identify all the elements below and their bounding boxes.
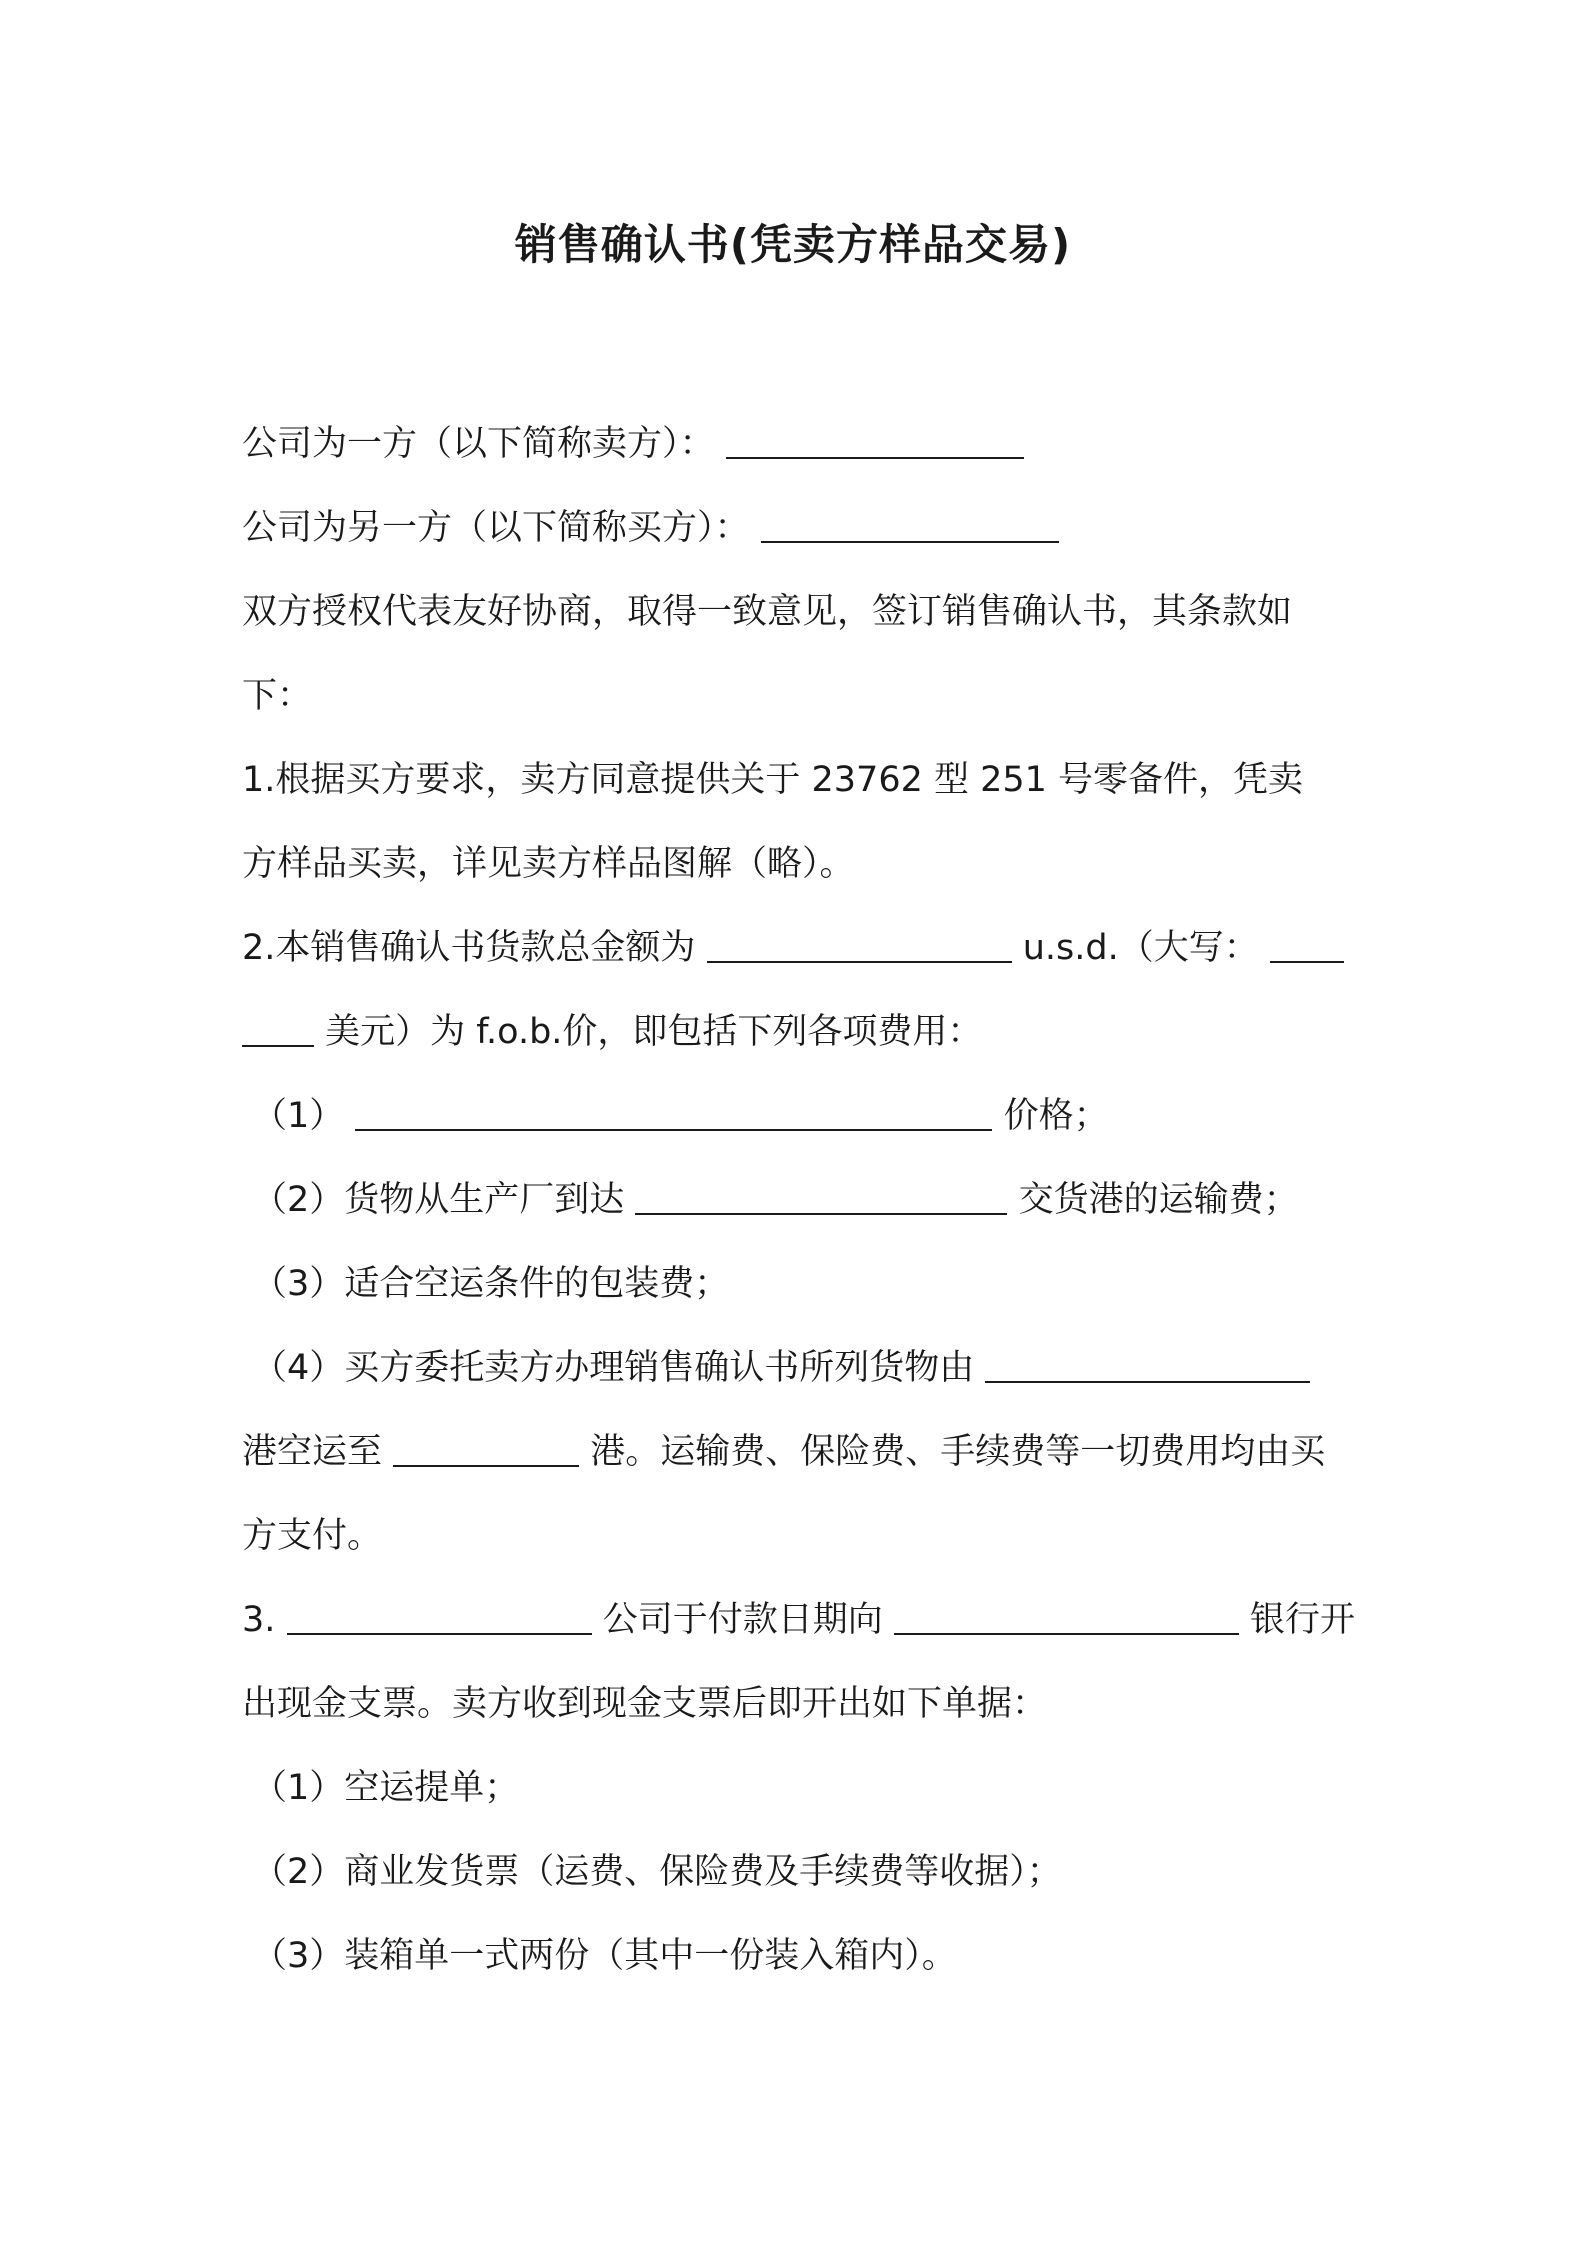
fee-item-4-text-c: 港。运输费、保险费、手续费等一切费用均由买 (590, 1432, 1326, 1472)
fee-item-1-number: （1） (252, 1096, 345, 1136)
total-amount-blank[interactable] (707, 931, 1012, 963)
fee-item-4-text-d: 方支付。 (242, 1516, 383, 1556)
intro-text-2: 下： (242, 676, 313, 716)
document-item-3-text: （3）装箱单一式两份（其中一份装入箱内）。 (252, 1936, 957, 1976)
fee-item-3 (242, 1242, 1352, 1326)
intro-text-1: 双方授权代表友好协商，取得一致意见，签订销售确认书，其条款如 (242, 592, 1293, 632)
buyer-party-label: 公司为另一方（以下简称买方）： (242, 508, 750, 548)
seller-name-blank[interactable] (726, 427, 1024, 459)
fee-item-1-tail: 价格； (1003, 1096, 1109, 1136)
clause2-line-1 (242, 906, 1352, 990)
amount-in-words-blank-1[interactable] (1270, 931, 1344, 963)
clause2-line-2 (242, 990, 1352, 1074)
clause2-amount-label: 2.本销售确认书货款总金额为 (242, 928, 696, 968)
price-blank[interactable] (355, 1099, 992, 1131)
fee-item-3-text: （3）适合空运条件的包装费； (252, 1264, 730, 1304)
clause3-text-c: 出现金支票。卖方收到现金支票后即开出如下单据： (242, 1684, 1048, 1724)
seller-party-line (242, 402, 1352, 486)
clause3-line-2 (242, 1662, 1352, 1746)
clause1-line-2 (242, 822, 1352, 906)
clause3-line-1 (242, 1578, 1355, 1662)
clause2-fob-text: 美元）为 f.o.b.价，即包括下列各项费用： (325, 1012, 983, 1052)
document-item-3 (242, 1914, 1352, 1998)
origin-port-blank[interactable] (985, 1351, 1310, 1383)
paying-company-blank[interactable] (287, 1603, 592, 1635)
delivery-place-blank[interactable] (635, 1183, 1007, 1215)
intro-line-1 (242, 570, 1352, 654)
buyer-party-line (242, 486, 1352, 570)
intro-line-2 (242, 654, 1352, 738)
fee-item-4-line-3 (242, 1494, 1352, 1578)
document-item-2 (242, 1830, 1352, 1914)
fee-item-4-text-a: （4）买方委托卖方办理销售确认书所列货物由 (252, 1348, 975, 1388)
seller-party-label: 公司为一方（以下简称卖方）： (242, 424, 715, 464)
clause1-text-1: 1.根据买方要求，卖方同意提供关于 23762 型 251 号零备件，凭卖 (242, 760, 1304, 800)
bank-name-blank[interactable] (894, 1603, 1239, 1635)
clause1-line-1 (242, 738, 1352, 822)
clause1-text-2: 方样品买卖，详见卖方样品图解（略）。 (242, 844, 855, 884)
fee-item-2 (242, 1158, 1352, 1242)
fee-item-1 (242, 1074, 1352, 1158)
fee-item-4-text-b: 港空运至 (242, 1432, 383, 1472)
page-title: 销售确认书(凭卖方样品交易) (514, 220, 1072, 269)
buyer-name-blank[interactable] (761, 511, 1059, 543)
fee-item-4-line-2 (242, 1410, 1352, 1494)
fee-item-4 (242, 1326, 1352, 1410)
document-item-1 (242, 1746, 1352, 1830)
clause3-text-a: 公司于付款日期向 (602, 1600, 883, 1640)
document-item-1-text: （1）空运提单； (252, 1768, 520, 1808)
amount-in-words-blank-2[interactable] (242, 1015, 314, 1047)
fee-item-2-text-a: （2）货物从生产厂到达 (252, 1180, 625, 1220)
clause2-currency-label: u.s.d.（大写： (1022, 928, 1259, 968)
document-body (242, 402, 1355, 1998)
destination-port-blank[interactable] (393, 1435, 579, 1467)
clause3-text-b: 银行开 (1249, 1600, 1355, 1640)
clause3-number: 3. (242, 1600, 276, 1640)
fee-item-2-text-b: 交货港的运输费； (1018, 1180, 1299, 1220)
document-item-2-text: （2）商业发货票（运费、保险费及手续费等收据）； (252, 1852, 1062, 1892)
